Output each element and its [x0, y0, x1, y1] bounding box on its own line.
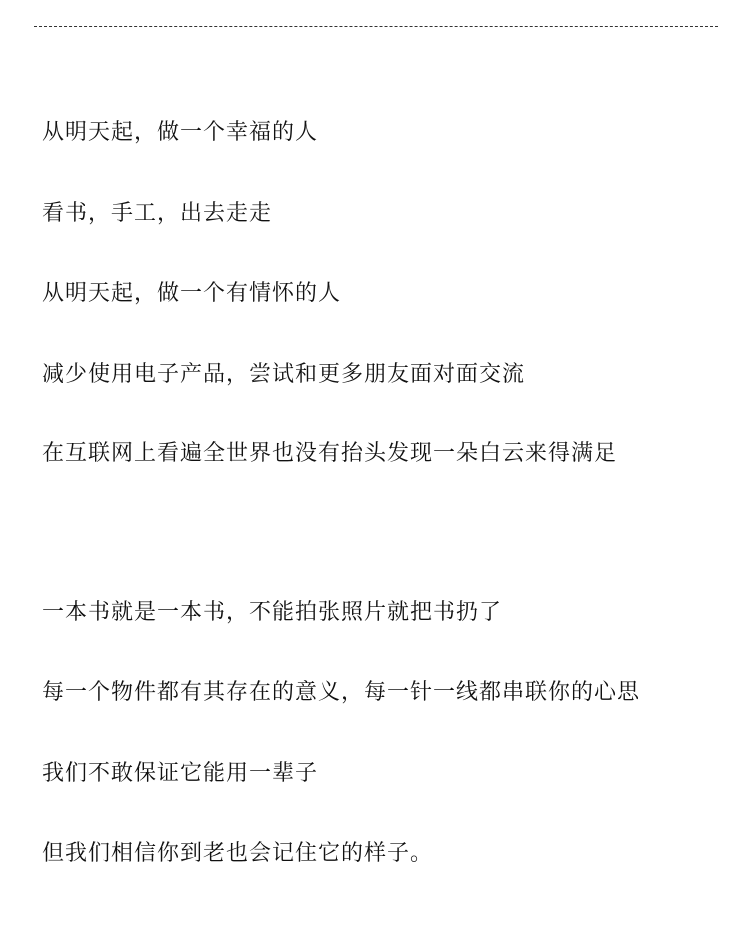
poem-line: 看书，手工，出去走走	[42, 201, 273, 226]
poem-line: 每一个物件都有其存在的意义，每一针一线都串联你的心思	[42, 680, 641, 705]
poem-line: 但我们相信你到老也会记住它的样子。	[42, 841, 434, 866]
poem-line: 我们不敢保证它能用一辈子	[42, 761, 319, 786]
poem-line: 从明天起，做一个有情怀的人	[42, 281, 342, 306]
poem-line: 在互联网上看遍全世界也没有抬头发现一朵白云来得满足	[42, 441, 618, 466]
dashed-divider	[34, 26, 718, 27]
poem-line: 从明天起，做一个幸福的人	[42, 120, 319, 145]
poem-line: 一本书就是一本书，不能拍张照片就把书扔了	[42, 600, 503, 625]
poem-line: 减少使用电子产品，尝试和更多朋友面对面交流	[42, 362, 526, 387]
